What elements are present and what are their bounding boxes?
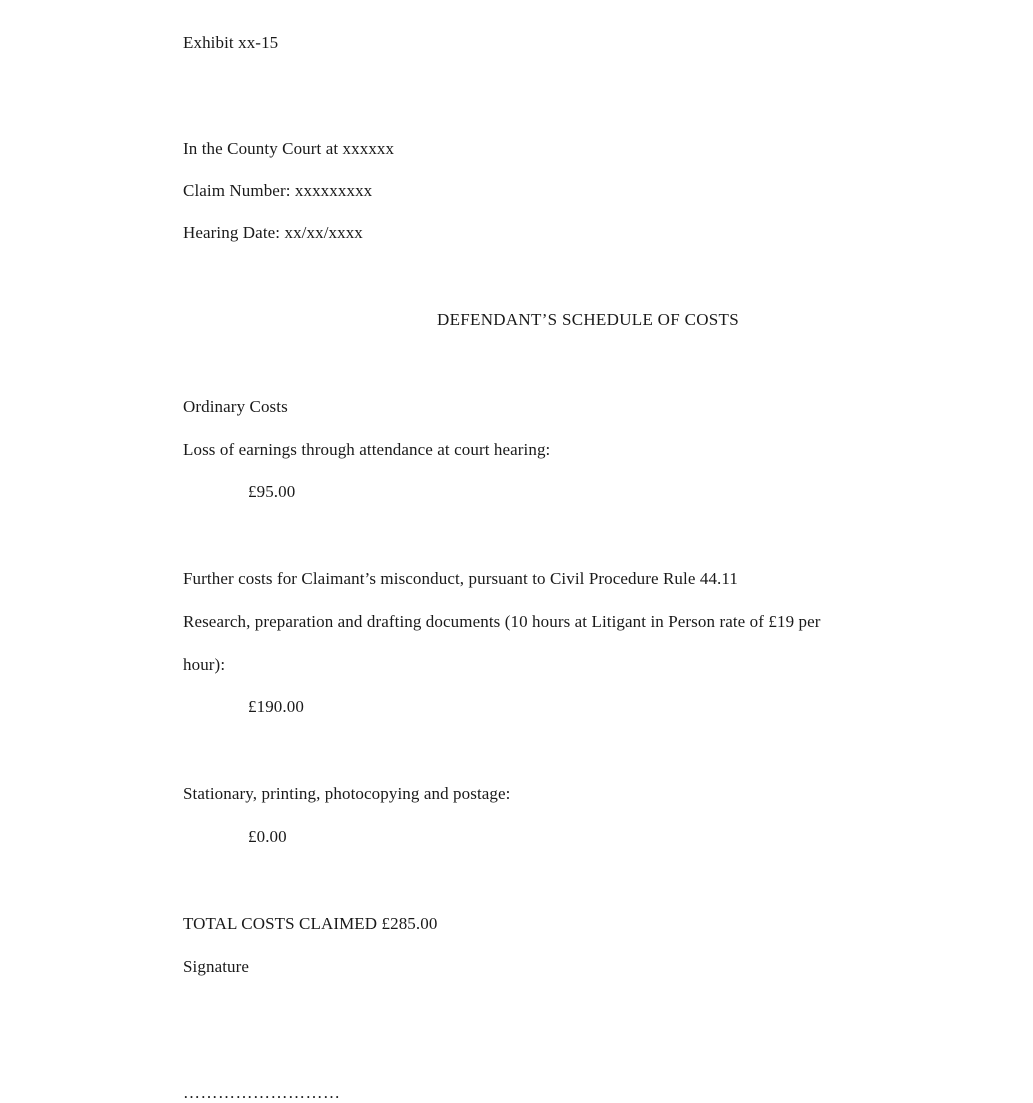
signature-label: Signature — [183, 957, 250, 976]
signature-line: ……………………… — [183, 1083, 341, 1102]
research-amount: £190.00 — [248, 697, 304, 716]
exhibit-label: Exhibit xx-15 — [183, 33, 279, 52]
document-title: DEFENDANT’S SCHEDULE OF COSTS — [437, 310, 739, 329]
claim-number: Claim Number: xxxxxxxxx — [183, 181, 373, 200]
loss-of-earnings-amount: £95.00 — [248, 482, 296, 501]
ordinary-costs-heading: Ordinary Costs — [183, 397, 288, 416]
stationery-label: Stationary, printing, photocopying and postage: — [183, 784, 511, 803]
further-costs-heading: Further costs for Claimant’s misconduct, pursuant to Civil Procedure Rule 44.11 — [183, 569, 738, 588]
stationery-amount: £0.00 — [248, 827, 287, 846]
loss-of-earnings-label: Loss of earnings through attendance at court hearing: — [183, 440, 551, 459]
research-label-line1: Research, preparation and drafting documents (10 hours at Litigant in Person rate of £19 per — [183, 612, 821, 631]
court-name: In the County Court at xxxxxx — [183, 139, 395, 158]
total-costs-claimed: TOTAL COSTS CLAIMED £285.00 — [183, 914, 438, 933]
hearing-date: Hearing Date: xx/xx/xxxx — [183, 223, 363, 242]
research-label-line2: hour): — [183, 655, 226, 674]
